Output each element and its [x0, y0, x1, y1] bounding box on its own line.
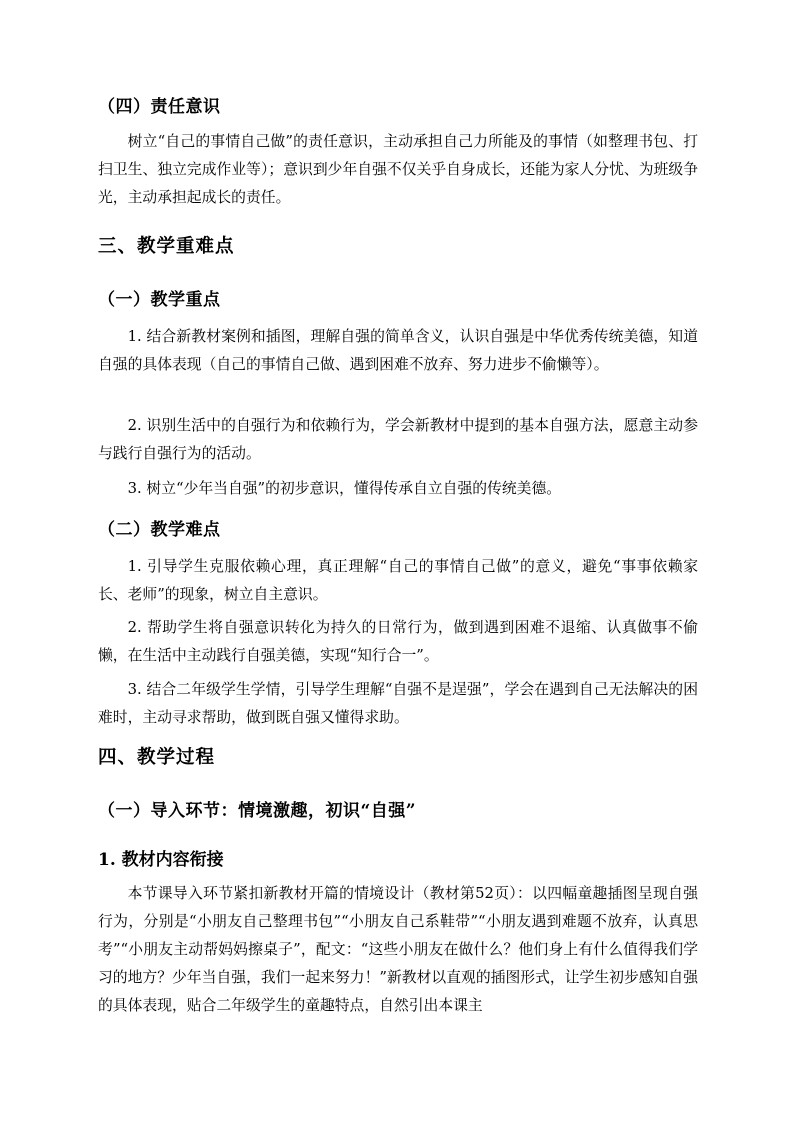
heading-key-difficult-points: 三、教学重难点	[98, 236, 235, 257]
list-item: 3. 结合二年级学生学情，引导学生理解“自强不是逞强”，学会在遇到自己无法解决的困难时，主动寻求帮助，做到既自强又懂得求助。	[98, 681, 698, 726]
list-item: 2. 识别生活中的自强行为和依赖行为，学会新教材中提到的基本自强方法，愿意主动参与践行自强行为的活动。	[98, 417, 698, 462]
heading-teaching-process: 四、教学过程	[98, 747, 216, 768]
section-heading-responsibility: （四）责任意识	[98, 97, 221, 117]
list-item: 2. 帮助学生将自强意识转化为持久的日常行为，做到遇到困难不退缩、认真做事不偷懒，在生活中主动践行自强美德，实现“知行合一”。	[98, 619, 698, 664]
paragraph-textbook-connection: 本节课导入环节紧扣新教材开篇的情境设计（教材第52页）：以四幅童趣插图呈现自强行为，分别是“小朋友自己整理书包”“小朋友自己系鞋带”“小朋友遇到难题不放弃，认真思考”“小朋友主动帮妈妈擦桌子”，配文：“这些小朋友在做什么？他们身上有什么值得我们学习的地方？少年当自强，我们一起来努力！”新教材以直观的插图形式，让学生初步感知自强的具体表现，贴合二年级学生的童趣特点，自然引出本课主	[98, 885, 698, 1014]
subheading-teaching-difficulty: （二）教学难点	[98, 520, 221, 540]
list-item: 1. 引导学生克服依赖心理，真正理解“自己的事情自己做”的意义，避免“事事依赖家长、老师”的现象，树立自主意识。	[98, 558, 698, 603]
list-item: 1. 结合新教材案例和插图，理解自强的简单含义，认识自强是中华优秀传统美德，知道自强的具体表现（自己的事情自己做、遇到困难不放弃、努力进步不偷懒等）。	[98, 328, 698, 373]
paragraph-responsibility: 树立“自己的事情自己做”的责任意识，主动承担自己力所能及的事情（如整理书包、打扫卫生、独立完成作业等）；意识到少年自强不仅关乎自身成长，还能为家人分忧、为班级争光，主动承担起成长的责任。	[98, 133, 698, 206]
list-item: 3. 树立“少年当自强”的初步意识，懂得传承自立自强的传统美德。	[127, 480, 562, 497]
subheading-textbook-connection: 1. 教材内容衔接	[98, 850, 224, 870]
subheading-introduction: （一）导入环节：情境激趣，初识“自强”	[98, 801, 417, 821]
subheading-teaching-focus: （一）教学重点	[98, 290, 221, 310]
